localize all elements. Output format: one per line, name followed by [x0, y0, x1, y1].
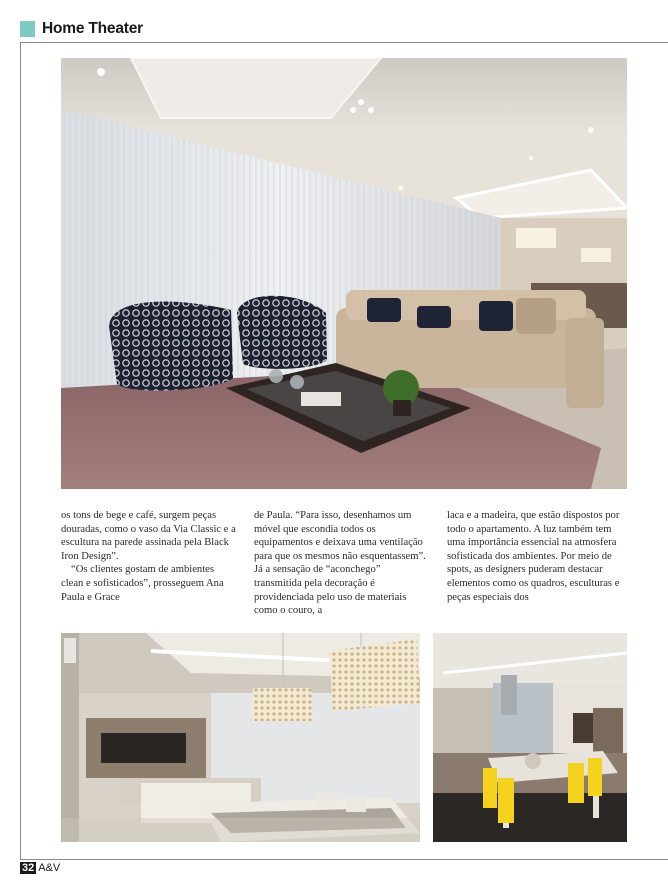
- magazine-name: A&V: [38, 862, 61, 874]
- paragraph: laca e a madeira, que estão dispostos por todo o apartamento. A luz também tem uma importância essencial na atmosfera sofisticada dos ambientes. Por meio de spots, as designers puderam destacar elementos como os quadros, esculturas e peças especiais dos: [447, 510, 620, 603]
- kitchen-photo: [433, 633, 627, 842]
- dining-room-photo: [61, 633, 420, 842]
- section-title: Home Theater: [42, 20, 143, 37]
- page-folio: [20, 862, 60, 874]
- text-column-3: [447, 509, 623, 604]
- paragraph: os tons de bege e café, surgem peças douradas, como o vaso da Via Classic e a escultura na parede assinada pela Black Iron Design”.: [61, 510, 236, 562]
- text-column-1: [61, 509, 237, 604]
- paragraph: de Paula. “Para isso, desenhamos um móvel que escondia todos os equipamentos e deixava uma ventilação para que os mesmos não esquentassem”. Já a sensação de “aconchego” transmitida pela decoração é providenciada pelo uso de materiais como o couro, a: [254, 510, 426, 617]
- living-room-photo: [61, 58, 627, 489]
- paragraph: “Os clientes gostam de ambientes clean e sofisticados”, prosseguem Ana Paula e Grace: [61, 564, 224, 603]
- section-color-square: [20, 21, 35, 37]
- text-column-2: [254, 509, 430, 618]
- page-number: 32: [22, 862, 35, 874]
- section-header: [20, 18, 143, 40]
